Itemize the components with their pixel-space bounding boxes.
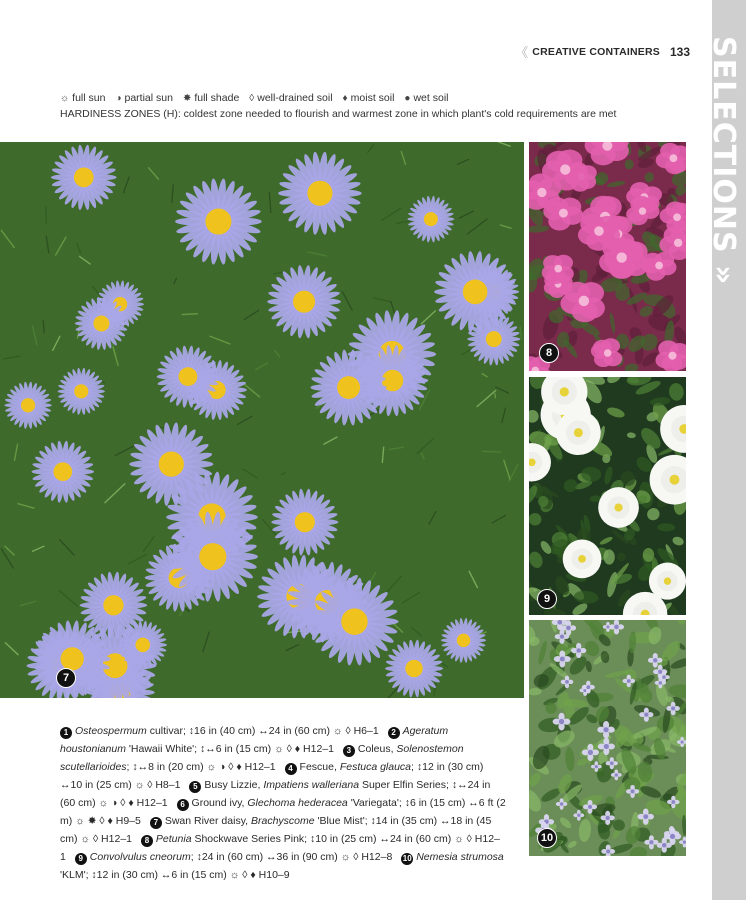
caption-latin-name: Nemesia strumosa (416, 851, 504, 863)
legend-wet-soil (404, 92, 448, 104)
wet-soil-icon: ● (404, 92, 411, 104)
legend-label: well-drained soil (257, 92, 333, 104)
caption-text: ; ↕↔8 in (20 cm) ☼ ◑ ◊ ♦ H12–1 (126, 761, 276, 773)
photo-blue-daisy (0, 142, 524, 698)
legend-label: moist soil (350, 92, 395, 104)
caption-text: 'Blue Mist'; ↕14 in (35 cm) ↔18 in (45 cm) ☼ ◊ H12–1 (60, 815, 492, 845)
caption-number: 7 (150, 817, 162, 829)
legend-partial-sun (115, 92, 173, 104)
photo-image (529, 620, 686, 856)
caption-1 (60, 725, 379, 737)
photo-pink-petunia (529, 142, 686, 371)
legend-full-sun (60, 92, 105, 104)
moist-soil-icon: ♦ (342, 92, 348, 104)
side-tab (706, 0, 746, 900)
caption-text: Swan River daisy, (164, 815, 251, 827)
caption-number: 5 (189, 781, 201, 793)
symbol-legend (60, 92, 616, 120)
caption-number: 6 (177, 799, 189, 811)
legend-label: full shade (194, 92, 240, 104)
section-title: CREATIVE CONTAINERS (532, 45, 660, 58)
caption-number: 3 (343, 745, 355, 757)
full-shade-icon: ✸ (182, 92, 192, 104)
caption-text: Fescue, (299, 761, 340, 773)
photo-white-convolvulus (529, 377, 686, 615)
well-drained-icon: ◊ (249, 92, 255, 104)
caption-text: cultivar; ↕16 in (40 cm) ↔24 in (60 cm) ☼ ◊ H6–1 (146, 725, 379, 737)
legend-full-shade (183, 92, 239, 104)
caption-latin-name: Petunia (155, 833, 192, 845)
caption-latin-name: Convolvulus cneorum (89, 851, 191, 863)
photo-captions (60, 722, 506, 884)
caption-latin-name: Glechoma hederacea (247, 797, 348, 809)
chevron-left-icon: 《 (515, 45, 527, 60)
caption-latin-name: Ageratum houstonianum (60, 725, 449, 755)
caption-text: 'Hawaii White'; ↕↔6 in (15 cm) ☼ ◊ ♦ H12–1 (125, 743, 334, 755)
caption-number: 10 (402, 854, 412, 863)
caption-text: Coleus, (357, 743, 397, 755)
photo-number-badge: 7 (56, 668, 76, 688)
caption-number: 2 (388, 727, 400, 739)
photo-number-badge: 10 (537, 828, 557, 848)
caption-latin-name: Brachyscome (251, 815, 315, 827)
caption-text: Busy Lizzie, (204, 779, 264, 791)
caption-number: 9 (75, 853, 87, 865)
partial-sun-icon: ◑ (115, 92, 122, 104)
caption-number: 8 (141, 835, 153, 847)
legend-moist-soil (343, 92, 395, 104)
caption-text: Super Elfin Series; ↕↔24 in (60 cm) ☼ ◑ ◊ ♦ H12–1 (60, 779, 491, 809)
photo-number-badge: 9 (537, 589, 557, 609)
page-number: 133 (669, 44, 690, 59)
photo-image (529, 142, 686, 371)
caption-text: Ground ivy, (191, 797, 248, 809)
photo-image (0, 142, 524, 698)
hardiness-zones-note: HARDINESS ZONES (H): coldest zone needed to flourish and warmest zone in which plant's cold requirements are met (60, 108, 617, 120)
legend-label: partial sun (124, 92, 173, 104)
photo-image (529, 377, 686, 615)
running-header (515, 42, 690, 61)
caption-latin-name: Festuca glauca (339, 761, 412, 773)
legend-label: wet soil (413, 92, 449, 104)
legend-well-drained (249, 92, 332, 104)
caption-latin-name: Solenostemon scutellarioides (60, 743, 464, 773)
caption-text: 'KLM'; ↕12 in (30 cm) ↔6 in (15 cm) ☼ ◊ ♦ H10–9 (60, 869, 290, 881)
caption-text: Shockwave Series Pink; ↕10 in (25 cm) ↔24 in (60 cm) ☼ ◊ H12–1 (60, 833, 500, 863)
caption-latin-name: Osteospermum (75, 725, 147, 737)
caption-latin-name: Impatiens walleriana (263, 779, 360, 791)
caption-9 (75, 851, 393, 863)
sun-icon: ☼ (60, 92, 70, 104)
caption-text: ; ↕12 in (30 cm) ↔10 in (25 cm) ☼ ◊ H8–1 (60, 761, 484, 791)
caption-text: 'Variegata'; ↕6 in (15 cm) ↔6 ft (2 m) ☼ ✸ ◊ ♦ H9–5 (60, 797, 506, 827)
caption-number: 1 (60, 727, 72, 739)
caption-text: ; ↕24 in (60 cm) ↔36 in (90 cm) ☼ ◊ H12–8 (190, 851, 393, 863)
side-tab-label: SELECTIONS » (706, 36, 741, 286)
caption-number: 4 (285, 763, 297, 775)
photo-nemesia (529, 620, 686, 856)
photo-number-badge: 8 (539, 343, 559, 363)
legend-label: full sun (72, 92, 106, 104)
